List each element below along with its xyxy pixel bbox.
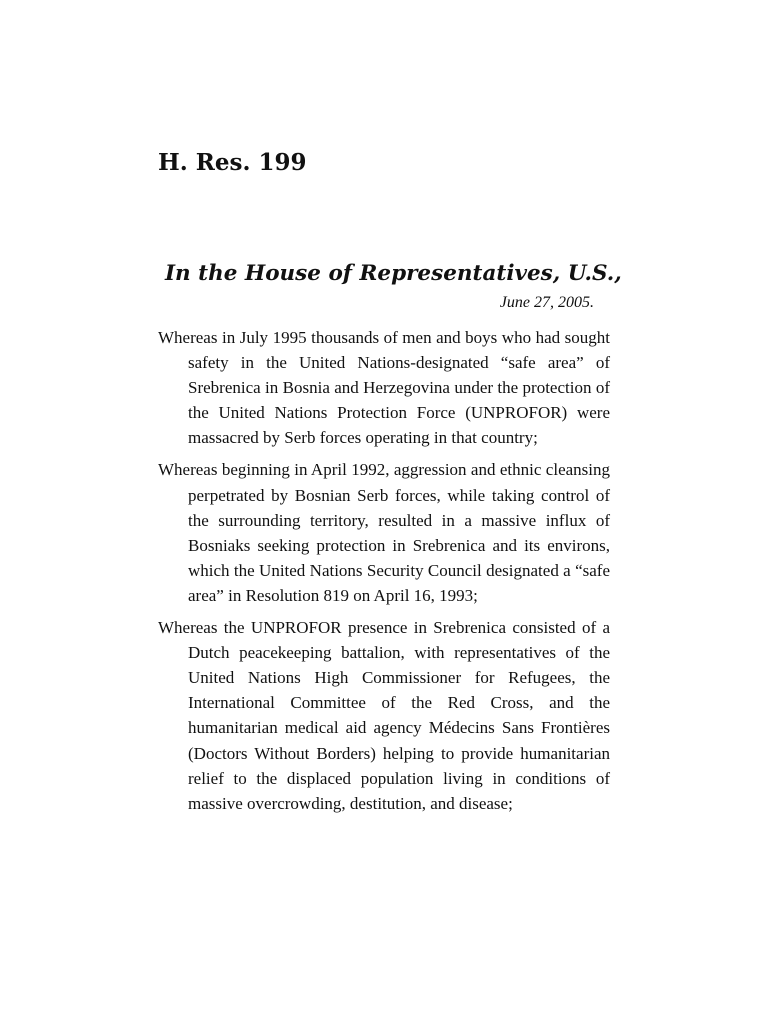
whereas-clause-2: Whereas beginning in April 1992, aggression and ethnic cleansing perpetrated by Bosnian Serb forces, while taking control of the surrounding territory, resulted in a massive influx of Bosniaks seeking protection in Srebrenica and its environs, which the United Nations Security Council designated a “safe area” in Resolution 819 on April 16, 1993;: [158, 460, 610, 605]
resolution-number: H. Res. 199: [158, 149, 307, 176]
whereas-clauses: [158, 325, 610, 823]
whereas-clause-1: Whereas in July 1995 thousands of men and boys who had sought safety in the United Nations-designated “safe area” of Srebrenica in Bosnia and Herzegovina under the protection of the United Nations Protection Force (UNPROFOR) were massacred by Serb forces operating in that country;: [158, 328, 610, 448]
house-heading: In the House of Representatives, U.S.,: [165, 261, 622, 286]
whereas-clause-3: Whereas the UNPROFOR presence in Srebrenica consisted of a Dutch peacekeeping battalion, with representatives of the United Nations High Commissioner for Refugees, the International Committee of the Red Cross, and the humanitarian medical aid agency Médecins Sans Frontières (Doctors Without Borders) helping to provide humanitarian relief to the displaced population living in conditions of massive overcrowding, destitution, and disease;: [158, 618, 610, 813]
resolution-date: June 27, 2005.: [499, 294, 594, 311]
